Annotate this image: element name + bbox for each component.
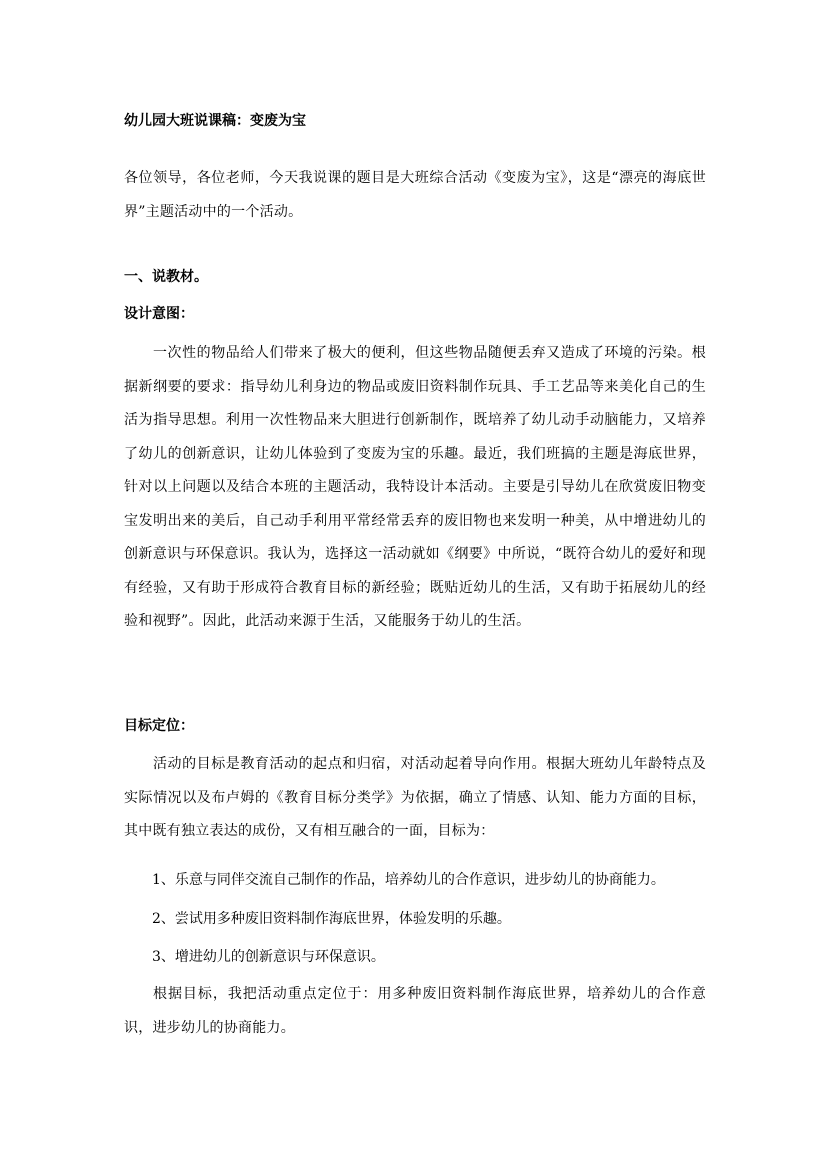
goal-positioning-heading: 目标定位：: [124, 718, 194, 734]
document-title: 幼儿园大班说课稿：变废为宝: [124, 113, 306, 129]
section-heading-teaching-material: 一、说教材。: [124, 269, 208, 285]
intro-paragraph: 各位领导，各位老师，今天我说课的题目是大班综合活动《变废为宝》，这是“漂亮的海底世界”主题活动中的一个活动。: [124, 170, 706, 220]
goal-list-item: 3、增进幼儿的创新意识与环保意识。: [152, 949, 385, 965]
goal-list-item: 2、尝试用多种废旧资料制作海底世界，体验发明的乐趣。: [152, 911, 511, 927]
goal-positioning-paragraph: 活动的目标是教育活动的起点和归宿，对活动起着导向作用。根据大班幼儿年龄特点及实际情况以及布卢姆的《教育目标分类学》为依据，确立了情感、认知、能力方面的目标，其中既有独立表达的成份，又有相互融合的一面，目标为：: [124, 756, 706, 839]
goal-list-item: 1、乐意与同伴交流自己制作的作品，培养幼儿的合作意识，进步幼儿的协商能力。: [152, 872, 665, 888]
focus-paragraph: 根据目标，我把活动重点定位于：用多种废旧资料制作海底世界，培养幼儿的合作意识，进步幼儿的协商能力。: [124, 986, 706, 1036]
design-intent-paragraph: 一次性的物品给人们带来了极大的便利，但这些物品随便丢弃又造成了环境的污染。根据新纲要的要求：指导幼儿利身边的物品或废旧资料制作玩具、手工艺品等来美化自己的生活为指导思想。利用一次性物品来大胆进行创新制作，既培养了幼儿动手动脑能力，又培养了幼儿的创新意识，让幼儿体验到了变废为宝的乐趣。最近，我们班搞的主题是海底世界，针对以上问题以及结合本班的主题活动，我特设计本活动。主要是引导幼儿在欣赏废旧物变宝发明出来的美后，自己动手利用平常经常丢弃的废旧物也来发明一种美，从中增进幼儿的创新意识与环保意识。我认为，选择这一活动就如《纲要》中所说，“既符合幼儿的爱好和现有经验，又有助于形成符合教育目标的新经验；既贴近幼儿的生活，又有助于拓展幼儿的经验和视野”。因此，此活动来源于生活，又能服务于幼儿的生活。: [124, 345, 706, 629]
design-intent-heading: 设计意图：: [124, 306, 194, 322]
